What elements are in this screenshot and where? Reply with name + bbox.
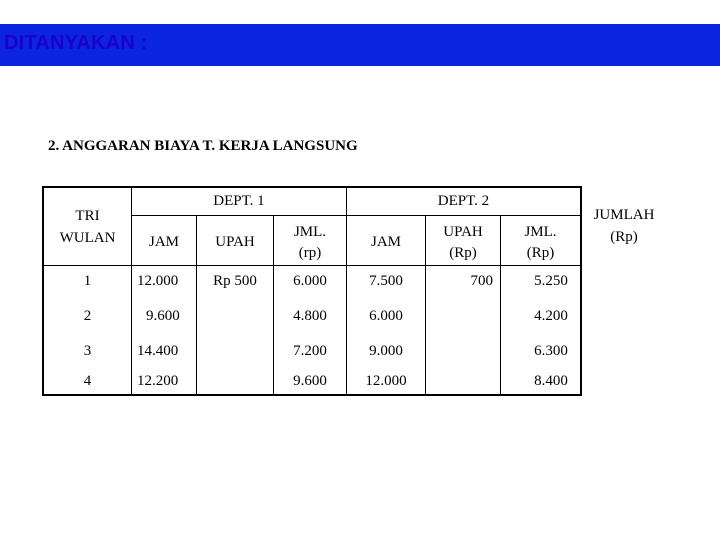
table-border-top — [42, 186, 582, 188]
row-1-jml-2: 5.250 — [534, 273, 568, 289]
header-jml-1-line2: (rp) — [298, 245, 322, 261]
row-3-tri: 3 — [83, 343, 92, 359]
header-jam-2: JAM — [370, 234, 401, 250]
header-jml-1-line1: JML. — [293, 224, 327, 240]
header-jumlah-line2: (Rp) — [610, 229, 638, 245]
section-heading: 2. ANGGARAN BIAYA T. KERJA LANGSUNG — [48, 138, 358, 154]
header-subline — [132, 215, 582, 216]
row-3-jam-2: 9.000 — [369, 343, 403, 359]
row-1-jml-1: 6.000 — [293, 273, 327, 289]
row-4-tri: 4 — [83, 373, 92, 389]
row-1-jam-2: 7.500 — [369, 273, 403, 289]
row-2-jam-1: 9.600 — [146, 308, 180, 324]
row-2-tri: 2 — [83, 308, 92, 324]
header-jml-2-line1: JML. — [524, 224, 557, 240]
header-upah-2-line1: UPAH — [443, 224, 483, 240]
row-1-upah-1: Rp 500 — [213, 273, 257, 289]
row-4-jam-1: 12.200 — [137, 373, 179, 389]
header-tri: TRI — [75, 208, 100, 224]
banner-title: DITANYAKAN : — [4, 32, 148, 54]
row-4-jam-2: 12.000 — [365, 373, 407, 389]
header-jam-1: JAM — [148, 234, 179, 250]
row-1-tri: 1 — [83, 273, 92, 289]
row-3-jml-1: 7.200 — [293, 343, 327, 359]
row-3-jam-1: 14.400 — [137, 343, 179, 359]
header-dept-1: DEPT. 1 — [213, 193, 265, 209]
row-4-jml-2: 8.400 — [534, 373, 568, 389]
row-2-jml-1: 4.800 — [293, 308, 327, 324]
row-1-upah-2: 700 — [470, 273, 493, 289]
row-2-jam-2: 6.000 — [369, 308, 403, 324]
header-upah-2-line2: (Rp) — [449, 245, 477, 261]
header-jumlah-line1: JUMLAH — [593, 207, 655, 223]
header-jml-2-line2: (Rp) — [526, 245, 555, 261]
header-upah-1: UPAH — [215, 234, 255, 250]
row-2-jml-2: 4.200 — [534, 308, 568, 324]
table-border-bottom — [42, 394, 582, 396]
col-divider-1 — [131, 186, 132, 396]
header-dept-2: DEPT. 2 — [437, 193, 490, 209]
header-wulan: WULAN — [59, 230, 116, 246]
header-bottom-line — [42, 265, 582, 266]
row-4-jml-1: 9.600 — [293, 373, 327, 389]
col-divider-4 — [346, 186, 347, 396]
row-1-jam-1: 12.000 — [137, 273, 179, 289]
row-3-jml-2: 6.300 — [534, 343, 568, 359]
